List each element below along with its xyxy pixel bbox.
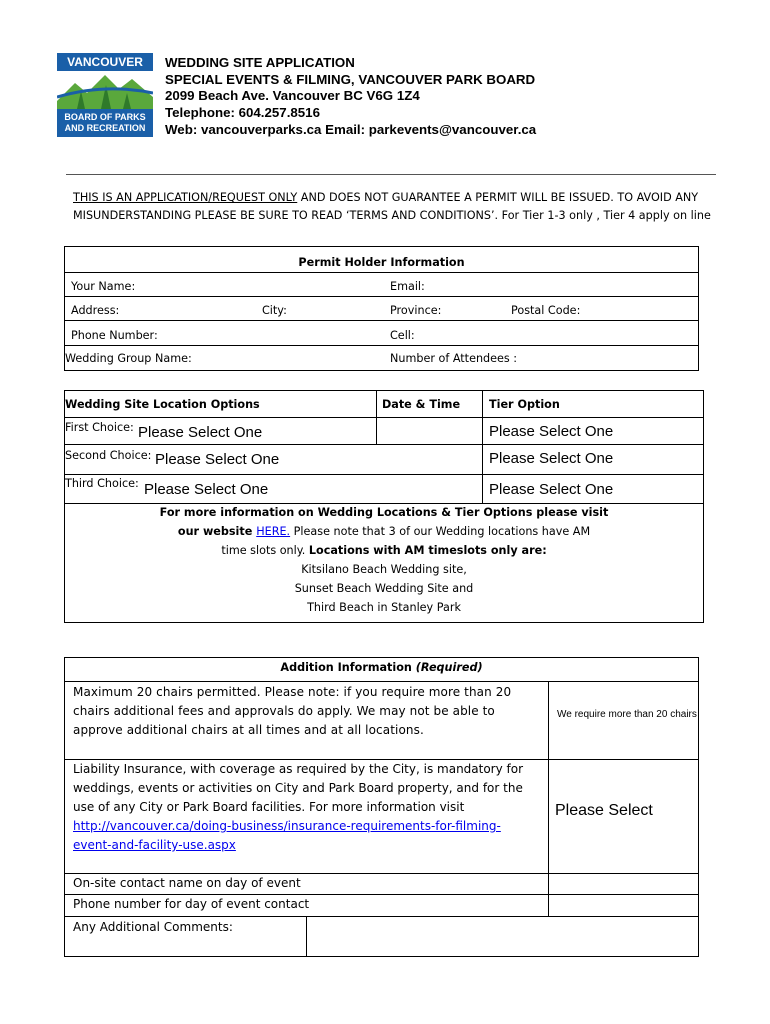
insurance-link-line-2[interactable]: event-and-facility-use.aspx [73, 838, 236, 852]
third-choice-location-select[interactable]: Please Select One [144, 481, 269, 498]
event-phone-field[interactable] [550, 896, 698, 915]
tier-column-header: Tier Option [489, 398, 560, 411]
notice-line-2: MISUNDERSTANDING PLEASE BE SURE TO READ ‘TERMS AND CONDITIONS’. For Tier 1-3 only , Tier 4 apply on line [73, 209, 711, 222]
logo-text-bottom-1: BOARD OF PARKS [64, 112, 146, 122]
notice-line-1 [73, 191, 698, 204]
address-field[interactable] [125, 299, 255, 319]
onsite-contact-field[interactable] [550, 875, 698, 893]
insurance-text-1: Liability Insurance, with coverage as required by the City, is mandatory for [73, 762, 524, 776]
info-line-2-rest: Please note that 3 of our Wedding locations have AM [290, 525, 591, 538]
info-line-2-bold: our website [177, 525, 257, 538]
form-subtitle: SPECIAL EVENTS & FILMING, VANCOUVER PARK BOARD [165, 72, 536, 87]
logo-text-top: VANCOUVER [67, 55, 143, 69]
additional-info-required: (Required) [415, 661, 483, 674]
comments-label: Any Additional Comments: [73, 920, 233, 934]
additional-info-title [64, 661, 699, 674]
permit-holder-title: Permit Holder Information [298, 256, 465, 269]
info-line-1: For more information on Wedding Locations & Tier Options please visit [159, 506, 609, 519]
address-label: Address: [71, 304, 120, 317]
city-label: City: [262, 304, 287, 317]
office-telephone: Telephone: 604.257.8516 [165, 105, 320, 120]
form-title: WEDDING SITE APPLICATION [165, 55, 355, 70]
third-choice-tier-select[interactable]: Please Select One [489, 481, 614, 498]
notice-underlined: THIS IS AN APPLICATION/REQUEST ONLY [73, 191, 298, 204]
second-choice-label: Second Choice: [65, 449, 152, 462]
comments-field[interactable] [308, 918, 698, 956]
info-line-3 [64, 544, 704, 557]
additional-info-title-text: Addition Information [280, 661, 416, 674]
header-divider [66, 174, 716, 175]
location-column-header: Wedding Site Location Options [65, 398, 260, 411]
am-site-2: Sunset Beach Wedding Site and [294, 582, 474, 595]
insurance-select[interactable]: Please Select [555, 802, 653, 819]
first-choice-tier-select[interactable]: Please Select One [489, 423, 614, 440]
info-line-3-a: time slots only. [221, 544, 309, 557]
second-choice-location-select[interactable]: Please Select One [155, 451, 280, 468]
second-choice-date-field[interactable] [377, 446, 481, 472]
insurance-text-2: weddings, events or activities on City and Park Board property, and for the [73, 781, 523, 795]
chairs-text-1: Maximum 20 chairs permitted. Please note: if you require more than 20 [73, 685, 512, 699]
third-choice-date-field[interactable] [377, 476, 481, 502]
office-address: 2099 Beach Ave. Vancouver BC V6G 1Z4 [165, 88, 420, 103]
cell-field[interactable] [420, 323, 695, 343]
postal-code-label: Postal Code: [511, 304, 581, 317]
chairs-text-2: chairs additional fees and approvals do apply. We may not be able to [73, 704, 495, 718]
notice-line-1-rest: AND DOES NOT GUARANTEE A PERMIT WILL BE ISSUED. TO AVOID ANY [297, 191, 699, 204]
postal-code-field[interactable] [584, 299, 694, 319]
province-field[interactable] [446, 299, 506, 319]
city-field[interactable] [290, 299, 385, 319]
chairs-select[interactable]: We require more than 20 chairs [557, 709, 697, 720]
second-choice-tier-select[interactable]: Please Select One [489, 450, 614, 467]
office-web-email: Web: vancouverparks.ca Email: parkevents@vancouver.ca [165, 122, 537, 137]
phone-label: Phone Number: [71, 329, 158, 342]
info-line-2 [64, 525, 704, 538]
email-field[interactable] [430, 275, 695, 295]
group-name-field[interactable] [198, 348, 383, 368]
am-site-1: Kitsilano Beach Wedding site, [301, 563, 467, 576]
phone-field[interactable] [162, 323, 382, 343]
first-choice-location-select[interactable]: Please Select One [138, 424, 263, 441]
third-choice-label: Third Choice: [65, 477, 139, 490]
logo-text-bottom-2: AND RECREATION [64, 123, 146, 133]
your-name-label: Your Name: [71, 280, 136, 293]
first-choice-label: First Choice: [65, 421, 134, 434]
website-here-link[interactable]: HERE. [256, 525, 291, 538]
cell-label: Cell: [390, 329, 415, 342]
chairs-text-3: approve additional chairs at all times and at all locations. [73, 723, 424, 737]
group-name-label: Wedding Group Name: [65, 352, 192, 365]
attendees-label: Number of Attendees : [390, 352, 518, 365]
event-phone-label: Phone number for day of event contact [73, 897, 310, 911]
insurance-text-3: use of any City or Park Board facilities. For more information visit [73, 800, 465, 814]
date-time-column-header: Date & Time [382, 398, 461, 411]
vancouver-park-board-logo [57, 53, 153, 137]
your-name-field[interactable] [145, 275, 380, 295]
onsite-contact-label: On-site contact name on day of event [73, 876, 301, 890]
first-choice-date-field[interactable] [377, 419, 481, 443]
info-line-3-b: Locations with AM timeslots only are: [308, 544, 547, 557]
attendees-field[interactable] [525, 348, 695, 368]
province-label: Province: [390, 304, 442, 317]
am-site-3: Third Beach in Stanley Park [307, 601, 461, 614]
insurance-link-line-1[interactable]: http://vancouver.ca/doing-business/insurance-requirements-for-filming- [73, 819, 501, 833]
email-label: Email: [390, 280, 425, 293]
